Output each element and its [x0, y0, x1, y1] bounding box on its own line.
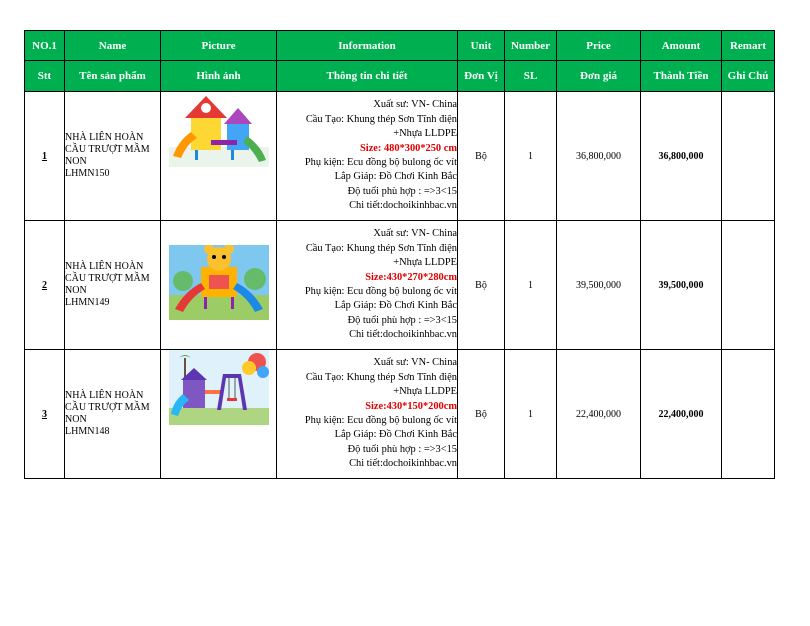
- col-header-picture: Picture: [161, 31, 277, 61]
- col-header-remark: Remart: [722, 31, 775, 61]
- product-price: 22,400,000: [557, 350, 641, 479]
- col-header-don-vi: Đơn Vị: [458, 61, 505, 92]
- playground-slide-mushroom-icon: [169, 92, 269, 167]
- product-picture: [161, 92, 277, 221]
- product-price: 36,800,000: [557, 92, 641, 221]
- col-header-no: NO.1: [25, 31, 65, 61]
- product-unit: Bộ: [458, 221, 505, 350]
- col-header-sl: SL: [505, 61, 557, 92]
- playground-slide-swing-icon: [169, 350, 269, 425]
- product-quantity: 1: [505, 221, 557, 350]
- col-header-name: Name: [65, 31, 161, 61]
- product-information: Xuất sư: VN- China Cầu Tạo: Khung thép Sơn Tĩnh điện +Nhựa LLDPE Size:430*270*280cm Phụ kiện: Ecu đồng bộ bulong ốc vít Lắp Giáp: Đồ Chơi Kinh Bắc Độ tuổi phù hợp : =>3<15 Chi tiết:dochoikinhbac.vn: [277, 221, 458, 350]
- row-stt[interactable]: 1: [25, 92, 65, 221]
- product-name: NHÀ LIÊN HOÀN CẦU TRƯỢT MẦM NON LHMN148: [65, 350, 161, 479]
- product-website: Chi tiết:dochoikinhbac.vn: [349, 458, 457, 470]
- row-stt[interactable]: 2: [25, 221, 65, 350]
- quotation-table: [24, 30, 775, 479]
- row-stt[interactable]: 3: [25, 350, 65, 479]
- product-website: Chi tiết:dochoikinhbac.vn: [349, 200, 457, 212]
- product-information: Xuất sư: VN- China Cầu Tạo: Khung thép Sơn Tĩnh điện +Nhựa LLDPE Size:430*150*200cm Phụ kiện: Ecu đồng bộ bulong ốc vít Lắp Giáp: Đồ Chơi Kinh Bắc Độ tuổi phù hợp : =>3<15 Chi tiết:dochoikinhbac.vn: [277, 350, 458, 479]
- col-header-ten-san-pham: Tên sản phẩm: [65, 61, 161, 92]
- product-quantity: 1: [505, 350, 557, 479]
- product-note: [722, 92, 775, 221]
- product-amount: 22,400,000: [641, 350, 722, 479]
- col-header-stt: Stt: [25, 61, 65, 92]
- table-row: [25, 350, 775, 479]
- product-note: [722, 221, 775, 350]
- col-header-thong-tin: Thông tin chi tiết: [277, 61, 458, 92]
- col-header-hinh-anh: Hình ảnh: [161, 61, 277, 92]
- product-website: Chi tiết:dochoikinhbac.vn: [349, 329, 457, 341]
- playground-slide-bear-icon: [169, 245, 269, 320]
- product-quantity: 1: [505, 92, 557, 221]
- product-size: Size:430*150*200cm: [365, 400, 457, 412]
- product-size: Size:430*270*280cm: [365, 271, 457, 283]
- col-header-unit: Unit: [458, 31, 505, 61]
- header-row-english: [25, 31, 775, 61]
- col-header-amount: Amount: [641, 31, 722, 61]
- table-row: [25, 92, 775, 221]
- product-note: [722, 350, 775, 479]
- product-amount: 39,500,000: [641, 221, 722, 350]
- product-price: 39,500,000: [557, 221, 641, 350]
- product-unit: Bộ: [458, 350, 505, 479]
- col-header-number: Number: [505, 31, 557, 61]
- col-header-ghi-chu: Ghi Chú: [722, 61, 775, 92]
- product-amount: 36,800,000: [641, 92, 722, 221]
- col-header-thanh-tien: Thành Tiền: [641, 61, 722, 92]
- product-picture: [161, 221, 277, 350]
- table-row: [25, 221, 775, 350]
- product-name: NHÀ LIÊN HOÀN CẦU TRƯỢT MẦM NON LHMN150: [65, 92, 161, 221]
- col-header-information: Information: [277, 31, 458, 61]
- col-header-don-gia: Đơn giá: [557, 61, 641, 92]
- product-information: Xuất sư: VN- China Cầu Tạo: Khung thép Sơn Tĩnh điện +Nhựa LLDPE Size: 480*300*250 cm Phụ kiện: Ecu đồng bộ bulong ốc vít Lắp Giáp: Đồ Chơi Kinh Bắc Độ tuổi phù hợp : =>3<15 Chi tiết:dochoikinhbac.vn: [277, 92, 458, 221]
- header-row-vietnamese: [25, 61, 775, 92]
- col-header-price: Price: [557, 31, 641, 61]
- product-picture: [161, 350, 277, 479]
- product-unit: Bộ: [458, 92, 505, 221]
- product-size: Size: 480*300*250 cm: [360, 142, 457, 154]
- product-name: NHÀ LIÊN HOÀN CẦU TRƯỢT MẦM NON LHMN149: [65, 221, 161, 350]
